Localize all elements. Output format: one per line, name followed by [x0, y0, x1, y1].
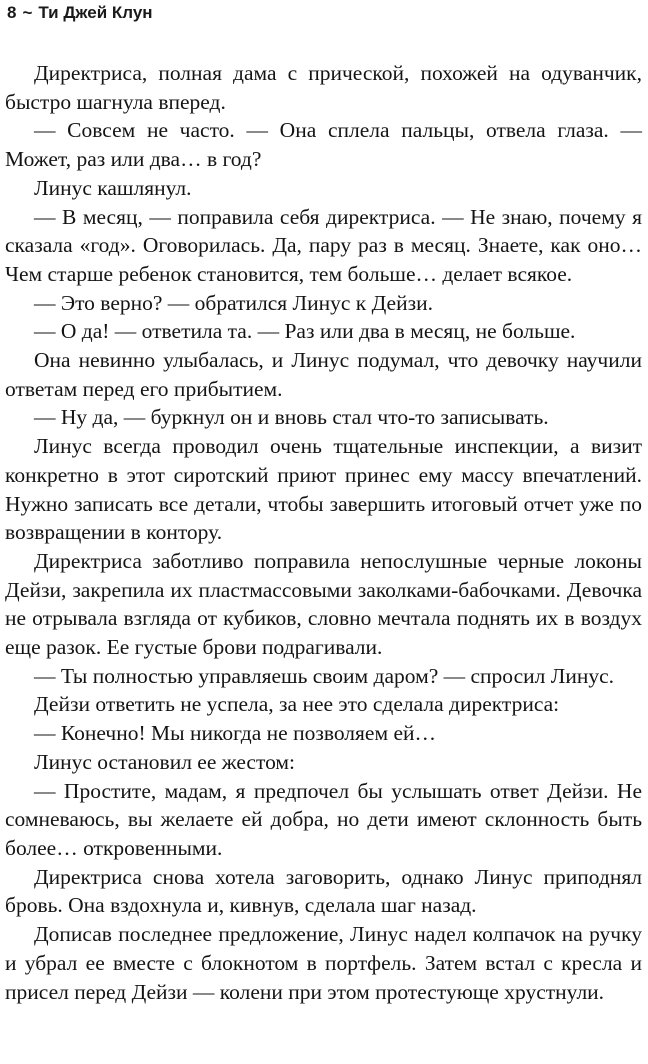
paragraph: — Это верно? — обратился Линус к Дейзи. — [34, 290, 433, 315]
paragraph: — Ну да, — буркнул он и вновь стал что-то записывать. — [34, 405, 549, 430]
paragraph: Дейзи ответить не успела, за нее это сделала директриса: — [34, 692, 560, 717]
paragraph: Она невинно улыбалась, и Линус подумал, что девочку научили ответам перед его прибытием. — [5, 348, 642, 401]
header-separator: ~ — [22, 3, 33, 22]
paragraph: Линус кашлянул. — [34, 175, 192, 200]
page-number: 8 — [7, 3, 17, 22]
paragraph: — Совсем не часто. — Она сплела пальцы, отвела глаза. — Может, раз или два… в год? — [5, 118, 642, 172]
paragraph: Дописав последнее предложение, Линус надел колпачок на ручку и убрал ее вместе с блокнотом в портфель. Затем встал с кресла и присел перед Дейзи — колени при этом протестующе хрустнули. — [5, 922, 642, 1004]
paragraph: — Простите, мадам, я предпочел бы услышать ответ Дейзи. Не сомневаюсь, вы желаете ей добра, но дети имеют склонность быть более… откровенными. — [5, 778, 642, 860]
paragraph: Директриса, полная дама с прической, похожей на одуванчик, быстро шагнула вперед. — [5, 61, 642, 114]
running-head — [7, 2, 153, 24]
paragraph: Линус всегда проводил очень тщательные инспекции, а визит конкретно в этот сиротский приют принес ему массу впечатлений. Нужно записать все детали, чтобы завершить итоговый отчет уже по возвращении в контору. — [5, 434, 642, 545]
paragraph: — Ты полностью управляешь своим даром? — спросил Линус. — [34, 663, 614, 688]
paragraph: Линус остановил ее жестом: — [34, 749, 295, 774]
paragraph: — В месяц, — поправила себя директриса. — Не знаю, почему я сказала «год». Оговорилась. Да, пару раз в месяц. Знаете, как оно… Чем старше ребенок становится, тем больше… делает всякое. — [5, 204, 642, 286]
paragraph: — О да! — ответила та. — Раз или два в месяц, не больше. — [34, 319, 576, 344]
paragraph: Директриса снова хотела заговорить, однако Линус приподнял бровь. Она вздохнула и, кивнув, сделала шаг назад. — [5, 864, 642, 918]
paragraph: — Конечно! Мы никогда не позволяем ей… — [34, 721, 437, 746]
body-text — [5, 59, 642, 1006]
author-name: Ти Джей Клун — [38, 3, 153, 22]
paragraph: Директриса заботливо поправила непослушные черные локоны Дейзи, закрепила их пластмассовыми заколками-бабочками. Девочка не отрывала взгляда от кубиков, словно мечтала поднять их в воздух еще разок. Ее густые брови подрагивали. — [5, 548, 642, 660]
